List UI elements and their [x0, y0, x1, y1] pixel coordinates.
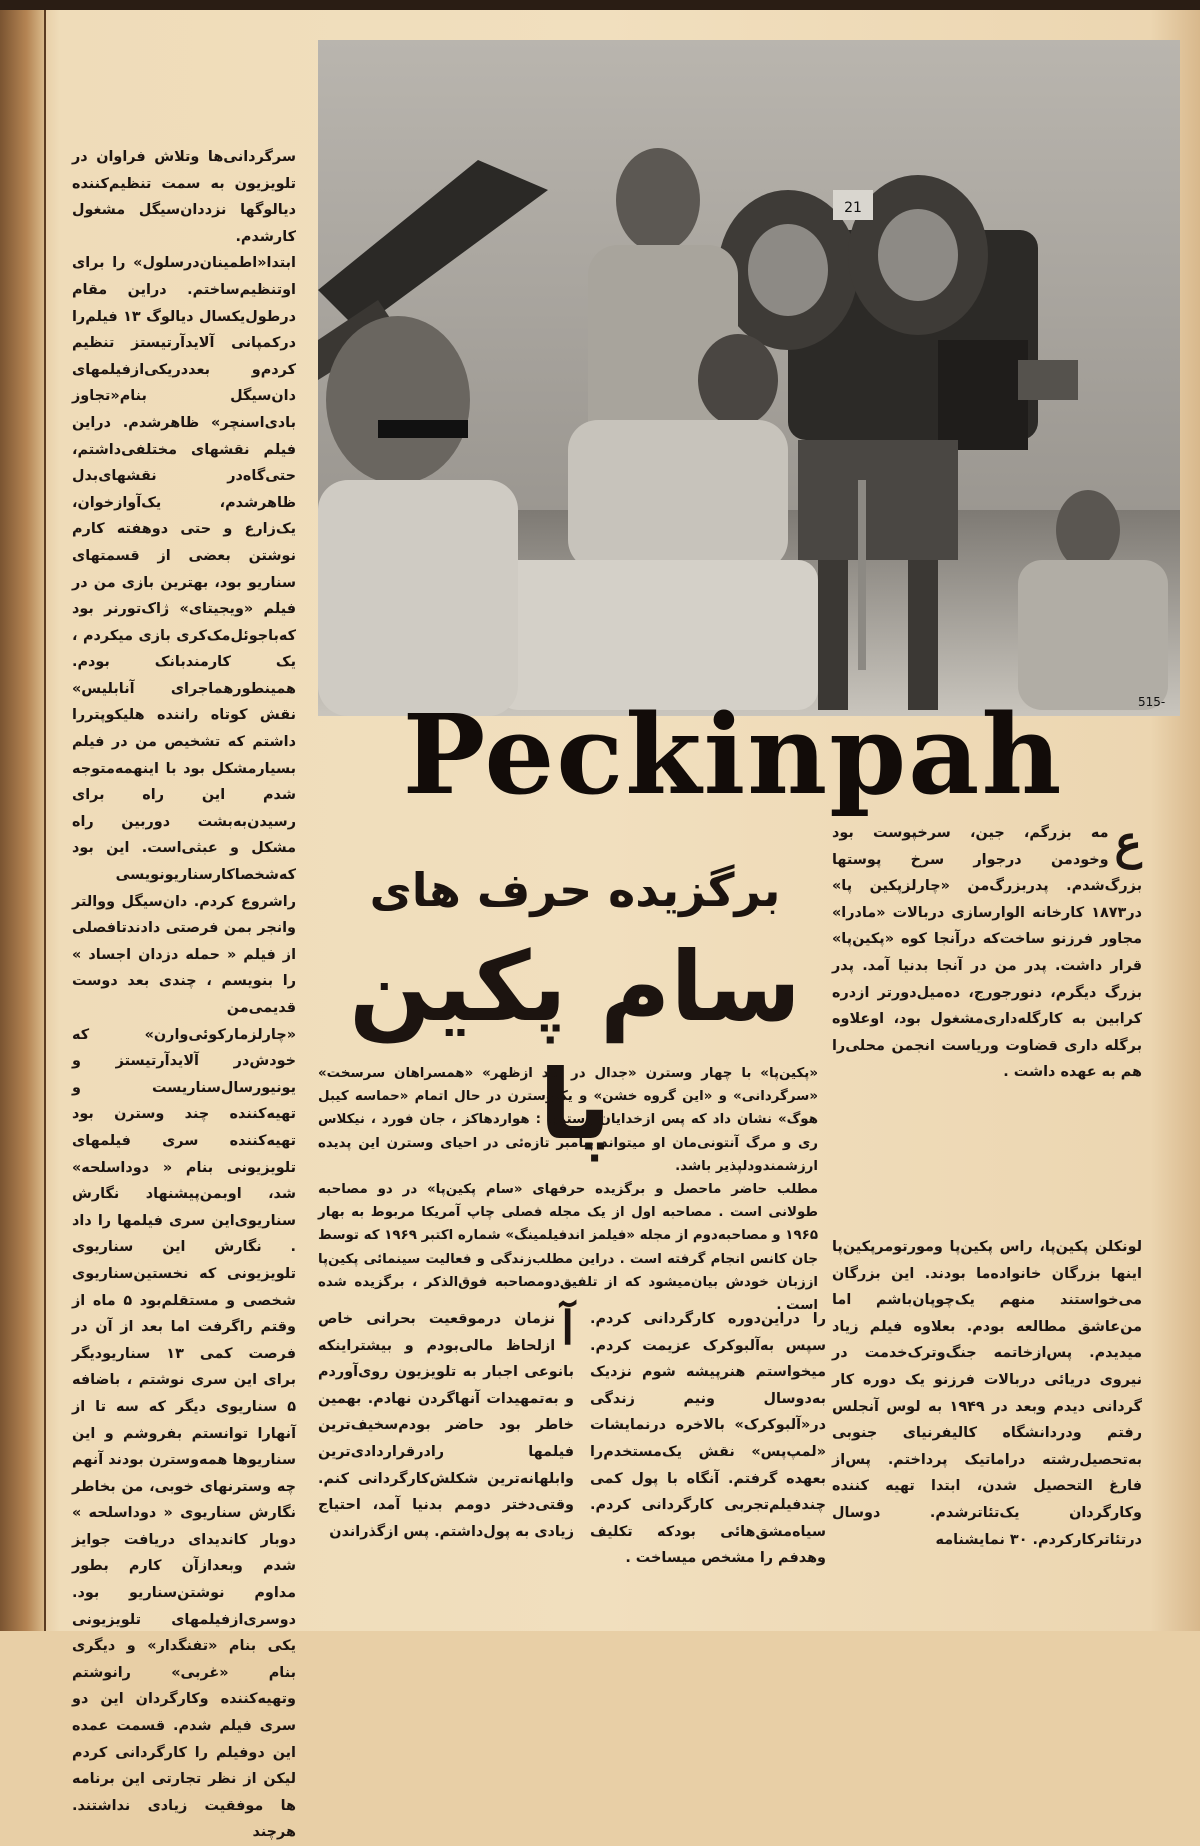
drop-cap: ع [1114, 815, 1142, 869]
body-column-right-upper [832, 815, 1142, 1232]
article-headline: سام پکین پا [349, 931, 801, 1161]
column-text: را دراین‌دوره کارگردانی کردم. سپس به‌آلبوکرک عزیمت کردم. میخواستم هنرپیشه شوم نزدیک به‌دوسال ونیم زندگی در«آلبوکرک» بالاخره درنمایشات «لمپ‌پس» نقش یک‌مستخدم‌را بعهده گرفتم. آنگاه با پول کمی چندفیلم‌تجربی کارگردانی کردم. سیاه‌مشق‌هائی بودکه تکلیف وهدفم را مشخص میساخت . [590, 1311, 826, 1567]
column-text: نزمان درموقعیت بحرانی خاص ازلحاظ مالی‌بودم و بیشتراینکه بانوعی اجبار به تلویزیون روی‌آوردم و به‌تمهیدات آنها‌گردن نهادم. بهمین خاطر بود حاضر بودم‌سخیف‌ترین فیلمها رادرقراردادی‌ترین وابلهانه‌ترین شکلش‌کارگردانی کنم. وقتی‌دختر دومم بدنیا آمد، احتیاج زیادی به پول‌داشتم. پس ازگذراندن [318, 1311, 574, 1540]
column-text: مه بزرگم، جین، سرخپوست بود وخودمن درجوار سرخ پوستها بزرگ‌شدم. پدربزرگ‌من «چارلزپکین پا» در۱۸۷۳ کارخانه الوارسازی دربالات «مادرا» مجاور فرزنو ساخت‌که درآنجا کوه «پکین‌پا» قرار داشت. پدر من در آنجا بدنیا آمد. پدر بزرگ دیگرم، دنورجورج، ده‌میل‌دورتر ازدره کرابین به کارگله‌داری‌مشغول بود، اوعلاوه برگله داری قضاوت وریاست انجمن محلی‌را هم به عهده داشت . [832, 825, 1142, 1081]
camera-magazine-number: 21 [844, 200, 862, 216]
masthead-title: Peckinpah [402, 690, 1064, 819]
column-text: لونکلن پکین‌پا، راس پکین‌پا ومورتومرپکین‌پا اینها بزرگان خانواده‌ما بودند. این بزرگان می‌خواستند منهم یک‌چوپان‌باشم اما من‌عاشق مطالعه بودم. بعلاوه فیلم زیاد میدیدم. پس‌ازخاتمه جنگ‌وترک‌خدمت در نیروی دریائی دربالات فرزنو یک دوره کار گردانی دیدم وبعد در ۱۹۴۹ به لوس آنجلس رفتم ودردانشگاه کالیفرنیای جنوبی به‌تحصیل‌رشته دراماتیک پرداختم. پس‌از فارغ التحصیل شدن، ابتدا تهیه کننده وکارگردان یک‌تئاترشدم. دوسال درتئاترکارکردم. ۳۰ نمایشنامه [832, 1239, 1142, 1548]
body-column-middle-left [318, 1301, 574, 1606]
intro-paragraph: «پکین‌پا» با چهار وسترن «جدال در بعد ازظهر» «همسراهان سرسخت» «سرگردانی» و «این گروه خشن» و یک‌وسترن در حال اتمام «حماسه کیبل هوگ» نشان داد که پس ازخدایان وسترن : هواردهاکز ، جان فورد ، نیکلاس ری و مرگ آنتونی‌مان او میتواند پیامبر تازه‌ئی در احیای وسترن این پدیده ارزشمندودلپذیر باشد. [318, 1066, 818, 1174]
body-column-right-lower [832, 1234, 1142, 1614]
intro-paragraph: مطلب حاضر ماحصل و برگزیده حرفهای «سام پکین‌پا» در دو مصاحبه طولانی است . مصاحبه اول از یک مجله فصلی چاپ آمریکا مربوط به بهار ۱۹۶۵ و مصاحبه‌دوم از مجله «فیلمز اندفیلمینگ» شماره اکتبر ۱۹۶۹ که توسط جان کانس انجام گرفته است . دراین مطلب‌زندگی و فعالیت سینمائی پکین‌پا ازز‌بان خودش بیان‌میشود که از تلفیق‌دومصاحبه فوق‌الذکر ، برگزیده شده است . [318, 1182, 818, 1314]
scan-top-edge [0, 0, 1200, 10]
page-gutter [0, 0, 46, 1631]
photo-corner-mark: 515- [1138, 695, 1166, 709]
article-intro [318, 1062, 818, 1314]
article-subtitle: برگزیده حرف های [369, 863, 781, 917]
column-text: سرگردانی‌ها وتلاش فراوان در تلویزیون به سمت تنظیم‌کننده دیالوگها نزددان‌سیگل مشغول کارشدم. ابتدا«اطمینان‌درسلول» را برای اوتنظیم‌ساختم. دراین مقام درطول‌یکسال دیالوگ ۱۳ فیلم‌را درکمپانی آلایدآرتیستز تنظیم کردم‌و بعددریکی‌ازفیلمهای دان‌سیگل بنام«تجاوز بادی‌اسنچر» ظاهرشدم. دراین فیلم نقشهای مختلفی‌داشتم، حتی‌گاه‌در نقشهای‌بدل ظاهرشدم، یک‌آوازخوان، یک‌زارع و حتی دوهفته کارم نوشتن بعضی از قسمتهای سناریو بود، بهترین بازی من در فیلم «ویجیتای» ژاک‌تورنر بود که‌باجوئل‌مک‌کری بازی میکردم ، یک کارمندبانک بودم. همینطورهماجرای آنابلیس» نقش کوتاه راننده هلیکوپتر‌را داشتم که تشخیص من در فیلم بسیارمشکل بود با اینهمه‌متوجه شدم این راه برای رسیدن‌به‌بشت دوربین راه مشکل و عبثی‌است. این بود که‌شخصا‌کارسناریونویسی راشروع کردم. دان‌سیگل ووالتر وانجر بمن فرصتی دادندتا‌فصلی از فیلم « حمله دزدان اجساد » را بنویسم ، چندی بعد دوست قدیمی‌من «چارلزمارکوئی‌وارن» که خودش‌در آلایدآرتیستز و یونیورسال‌سناریست و تهیه‌کننده چند وسترن بود تهیه‌کننده سری فیلمهای تلویزیونی بنام « دودا‌سلحه» شد، او‌بمن‌پیشنهاد نگارش سناریوی‌این سری فیلمها را داد . نگارش این سناریوی تلویزیونی‌ که نخستین‌سناریوی شخصی و مستقلم‌بود ۵ ماه از وقتم راگرفت اما بعد از آن در فرصت کمی ۱۳ سناریو‌دیگر برای این سری نوشتم ، باضافه ۵ سناریوی دیگر که سه تا از آنهارا توانستم بفروشم و این سناریوها همه‌وسترن بودند آنهم چه وسترنهای خوبی، من بخاطر نگارش سناریوی « دودا‌سلحه » دوبار کاندیدای دریافت جوایز شدم وبعدازآن کارم بطور مداوم نوشتن‌سناریو بود. دوسری‌ازفیلمهای تلویزیونی یکی بنام «تفنگدار» و دیگری بنام «غربی» رانوشتم وتهیه‌کننده وکارگردان این دو سری فیلم شدم. قسمت عمده این دوفیلم را کارگردانی کردم لیکن از نظر تجارتی این برنامه ها موفقیت زیادی نداشتند. هرچند [72, 149, 296, 1841]
body-column-middle-right [590, 1306, 826, 1606]
drop-cap: آ [561, 1301, 574, 1355]
film-set-photo [318, 40, 1180, 716]
body-column-left [72, 144, 296, 1841]
